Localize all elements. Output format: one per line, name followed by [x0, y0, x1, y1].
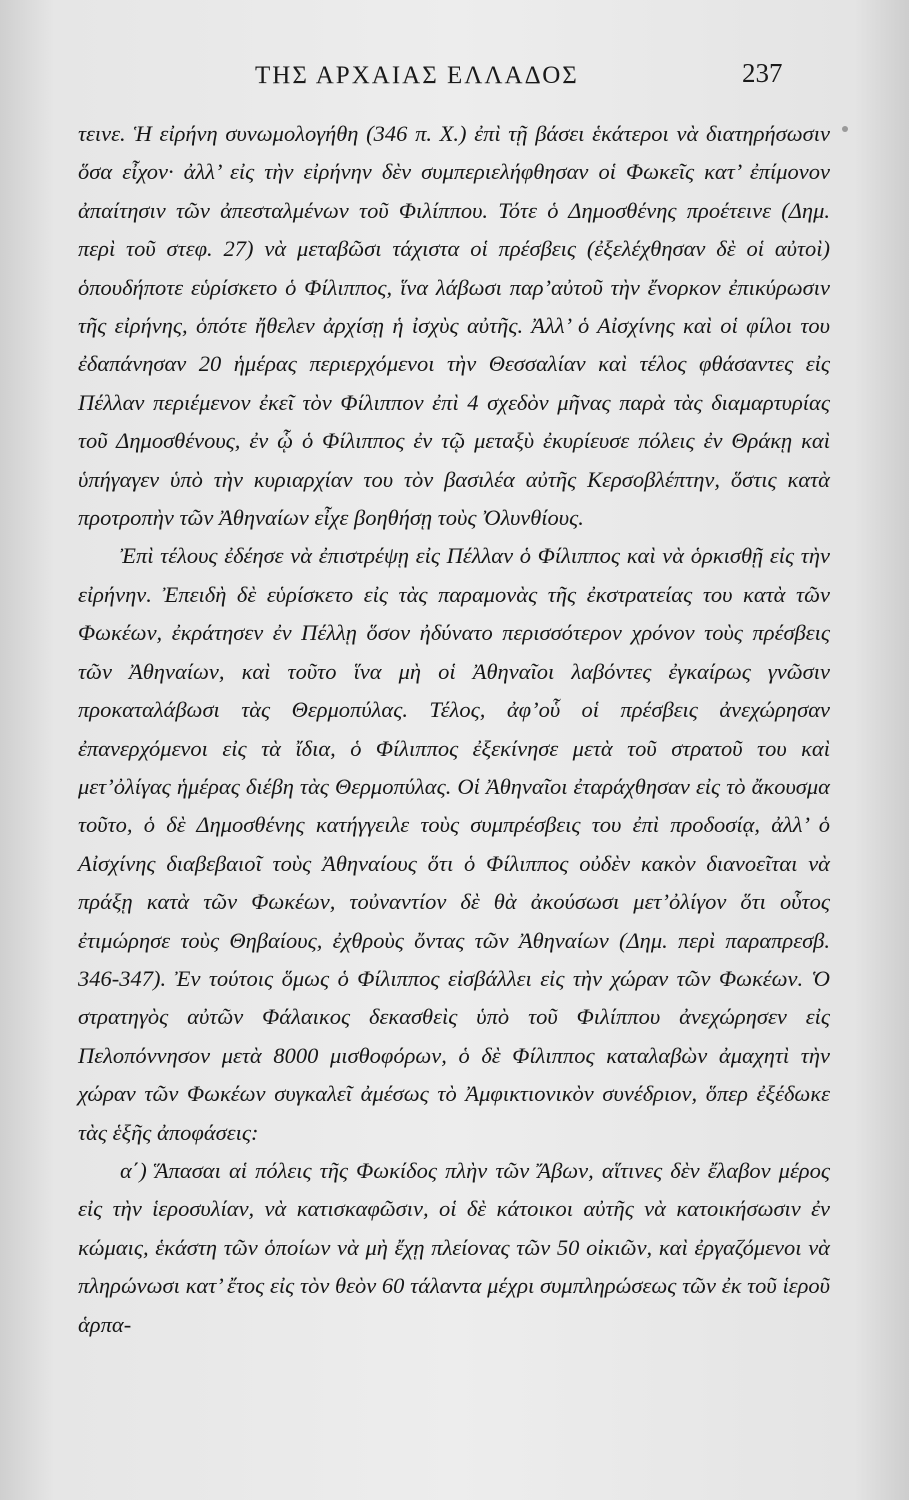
paragraph-3: α΄) Ἅπασαι αἱ πόλεις τῆς Φωκίδος πλὴν τῶν Ἄβων, αἵτινες δὲν ἔλαβον μέρος εἰς τὴν ἱεροσυλίαν, νὰ κατισκαφῶσιν, οἱ δὲ κάτοικοι αὐτῆς νὰ κατοικήσωσιν ἐν κώμαις, ἑκάστη τῶν ὁποίων νὰ μὴ ἔχῃ πλείονας τῶν 50 οἰκιῶν, καὶ ἐργαζόμενοι νὰ πληρώνωσι κατ’ ἔτος εἰς τὸν θεὸν 60 τάλαντα μέχρι συμπληρώσεως τῶν ἐκ τοῦ ἱεροῦ ἁρπα- — [78, 1157, 830, 1337]
paragraph-2: Ἐπὶ τέλους ἐδέησε νὰ ἐπιστρέψῃ εἰς Πέλλαν ὁ Φίλιππος καὶ νὰ ὁρκισθῇ εἰς τὴν εἰρήνην. Ἐπειδὴ δὲ εὑρίσκετο εἰς τὰς παραμονὰς τῆς ἐκστρατείας του κατὰ τῶν Φωκέων, ἐκράτησεν ἐν Πέλλῃ ὅσον ἠδύνατο περισσότερον χρόνον τοὺς πρέσβεις τῶν Ἀθηναίων, καὶ τοῦτο ἵνα μὴ οἱ Ἀθηναῖοι λαβόντες ἐγκαίρως γνῶσιν προκαταλάβωσι τὰς Θερμοπύλας. Τέλος, ἀφ’οὗ οἱ πρέσβεις ἀνεχώρησαν ἐπανερχόμενοι εἰς τὰ ἴδια, ὁ Φίλιππος ἐξεκίνησε μετὰ τοῦ στρατοῦ του καὶ μετ’ὀλίγας ἡμέρας διέβη τὰς Θερμοπύλας. Οἱ Ἀθηναῖοι ἐταράχθησαν εἰς τὸ ἄκουσμα τοῦτο, ὁ δὲ Δημοσθένης κατήγγειλε τοὺς συμπρέσβεις του ἐπὶ προδοσίᾳ, ἀλλ’ ὁ Αἰσχίνης διαβεβαιοῖ τοὺς Ἀθηναίους ὅτι ὁ Φίλιππος οὐδὲν κακὸν διανοεῖται νὰ πράξῃ κατὰ τῶν Φωκέων, τοὐναντίον δὲ θὰ ἀκούσωσι μετ’ὀλίγον ὅτι οὗτος ἐτιμώρησε τοὺς Θηβαίους, ἐχθροὺς ὄντας τῶν Ἀθηναίων (Δημ. περὶ παραπρεσβ. 346-347). Ἐν τούτοις ὅμως ὁ Φίλιππος εἰσβάλλει εἰς τὴν χώραν τῶν Φωκέων. Ὁ στρατηγὸς αὐτῶν Φάλαικος δεκασθεὶς ὑπὸ τοῦ Φιλίππου ἀνεχώρησεν εἰς Πελοπόννησον μετὰ 8000 μισθοφόρων, ὁ δὲ Φίλιππος καταλαβὼν ἀμαχητὶ τὴν χώραν τῶν Φωκέων συγκαλεῖ ἀμέσως τὸ Ἀμφικτιονικὸν συνέδριον, ὅπερ ἐξέδωκε τὰς ἑξῆς ἀποφάσεις: — [78, 543, 830, 1145]
margin-dot — [842, 126, 848, 132]
running-title: ΤΗΣ ΑΡΧΑΙΑΣ ΕΛΛΑΔΟΣ — [255, 62, 579, 89]
body-text — [78, 115, 830, 1344]
running-head — [0, 58, 909, 102]
page-number: 237 — [742, 58, 783, 88]
paragraph-1: τεινε. Ἡ εἰρήνη συνωμολογήθη (346 π. Χ.) ἐπὶ τῇ βάσει ἑκάτεροι νὰ διατηρήσωσιν ὅσα εἶχον· ἀλλ’ εἰς τὴν εἰρήνην δὲν συμπεριελήφθησαν οἱ Φωκεῖς κατ’ ἐπίμονον ἀπαίτησιν τῶν ἀπεσταλμένων τοῦ Φιλίππου. Τότε ὁ Δημοσθένης προέτεινε (Δημ. περὶ τοῦ στεφ. 27) νὰ μεταβῶσι τάχιστα οἱ πρέσβεις (ἐξελέχθησαν δὲ οἱ αὐτοὶ) ὁπουδήποτε εὑρίσκετο ὁ Φίλιππος, ἵνα λάβωσι παρ’αὐτοῦ τὴν ἔνορκον ἐπικύρωσιν τῆς εἰρήνης, ὁπότε ἤθελεν ἀρχίσῃ ἡ ἰσχὺς αὐτῆς. Ἀλλ’ ὁ Αἰσχίνης καὶ οἱ φίλοι του ἐδαπάνησαν 20 ἡμέρας περιερχόμενοι τὴν Θεσσαλίαν καὶ τέλος φθάσαντες εἰς Πέλλαν περιέμενον ἐκεῖ τὸν Φίλιππον ἐπὶ 4 σχεδὸν μῆνας παρὰ τὰς διαμαρτυρίας τοῦ Δημοσθένους, ἐν ᾧ ὁ Φίλιππος ἐν τῷ μεταξὺ ἐκυρίευσε πόλεις ἐν Θράκῃ καὶ ὑπήγαγεν ὑπὸ τὴν κυριαρχίαν του τὸν βασιλέα αὐτῆς Κερσοβλέπτην, ὅστις κατὰ προτροπὴν τῶν Ἀθηναίων εἶχε βοηθήσῃ τοὺς Ὀλυνθίους. — [78, 121, 830, 531]
